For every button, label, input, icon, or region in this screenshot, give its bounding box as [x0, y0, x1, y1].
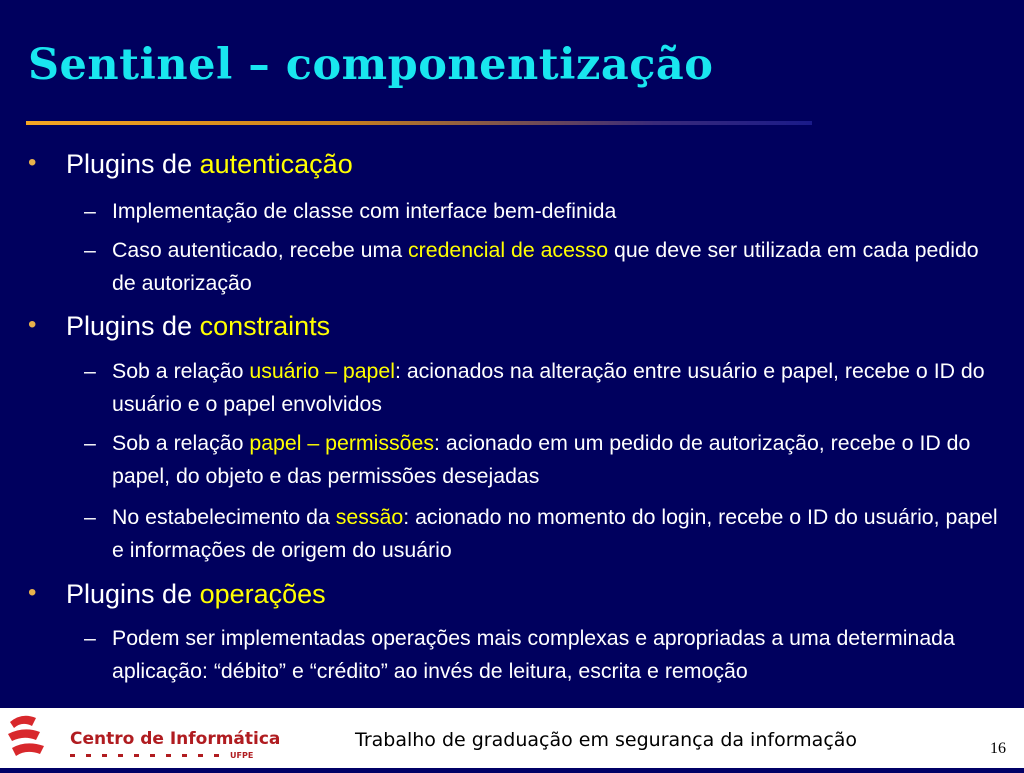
sub-bullet: – Sob a relação papel – permissões: acionado em um pedido de autorização, recebe o ID do papel, do objeto e das permissões desejadas — [112, 427, 1002, 493]
dash-icon: – — [84, 626, 96, 650]
logo-text: Centro de Informática — [70, 729, 281, 749]
dash-icon: – — [84, 359, 96, 383]
ci-logo-icon — [0, 708, 285, 768]
sub-bullet: – Sob a relação usuário – papel: acionados na alteração entre usuário e papel, recebe o ID do usuário e o papel envolvidos — [112, 355, 1002, 421]
dash-icon: – — [84, 431, 96, 455]
dash-icon: – — [84, 199, 96, 223]
slide-title: Sentinel – componentização — [28, 40, 714, 90]
sub-bullet: – Caso autenticado, recebe uma credencial de acesso que deve ser utilizada em cada pedido de autorização — [112, 234, 1002, 300]
dash-icon: – — [84, 238, 96, 262]
bullet-highlight: operações — [199, 579, 326, 609]
bullet-icon: • — [28, 579, 37, 606]
bullet-icon: • — [28, 149, 37, 176]
title-divider — [26, 121, 812, 125]
page-number: 16 — [990, 740, 1006, 757]
bullet-highlight: autenticação — [199, 149, 353, 179]
bullet-icon: • — [28, 311, 37, 338]
bullet-constraints: • Plugins de constraints — [28, 311, 331, 341]
sub-bullet: – No estabelecimento da sessão: acionado no momento do login, recebe o ID do usuário, papel e informações de origem do usuário — [112, 501, 1002, 567]
course-title: Trabalho de graduação em segurança da informação — [355, 729, 858, 751]
sub-bullet: – Implementação de classe com interface bem-definida — [112, 195, 1002, 228]
bullet-autenticacao: • Plugins de autenticação — [28, 149, 353, 179]
bullet-operacoes: • Plugins de operações — [28, 579, 326, 609]
dash-icon: – — [84, 505, 96, 529]
logo-sub: UFPE — [230, 751, 254, 760]
bullet-highlight: constraints — [199, 311, 331, 341]
logo — [0, 708, 285, 768]
sub-bullet: – Podem ser implementadas operações mais complexas e apropriadas a uma determinada aplicação: “débito” e “crédito” ao invés de leitura, escrita e remoção — [112, 622, 1002, 688]
